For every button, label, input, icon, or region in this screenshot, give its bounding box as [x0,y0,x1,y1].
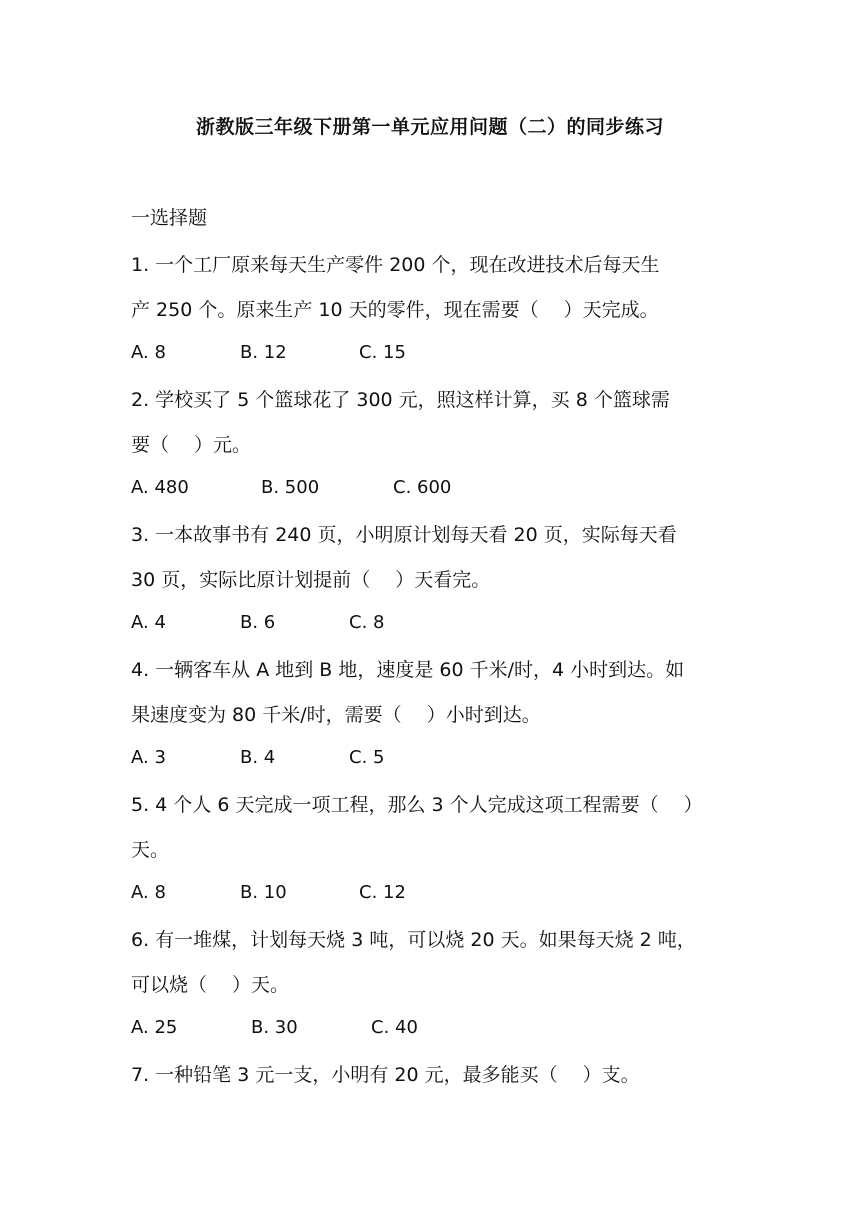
question-3-option-b: B. 6 [240,612,276,633]
question-1-option-c: C. 15 [359,342,406,363]
question-6-line-2: 可以烧（ ）天。 [131,974,290,996]
question-3-option-a: A. 4 [131,612,166,633]
question-3-line-2: 30 页，实际比原计划提前（ ）天看完。 [131,569,491,591]
question-7-line-1: 7. 一种铅笔 3 元一支，小明有 20 元，最多能买（ ）支。 [131,1064,640,1086]
question-2-option-c: C. 600 [393,477,452,498]
question-5-line-1: 5. 4 个人 6 天完成一项工程，那么 3 个人完成这项工程需要（ ） [131,794,703,816]
question-1-option-a: A. 8 [131,342,166,363]
question-4-option-a: A. 3 [131,747,166,768]
question-4-option-c: C. 5 [349,747,385,768]
question-4-line-1: 4. 一辆客车从 A 地到 B 地，速度是 60 千米/时，4 小时到达。如 [131,659,685,681]
question-5-option-c: C. 12 [359,882,406,903]
question-4-line-2: 果速度变为 80 千米/时，需要（ ）小时到达。 [131,704,541,726]
question-4-option-b: B. 4 [240,747,276,768]
question-6-line-1: 6. 有一堆煤，计划每天烧 3 吨，可以烧 20 天。如果每天烧 2 吨， [131,929,696,951]
question-1-option-b: B. 12 [240,342,287,363]
question-5-option-b: B. 10 [240,882,287,903]
question-6-option-a: A. 25 [131,1017,178,1038]
question-2-option-b: B. 500 [261,477,320,498]
question-3-line-1: 3. 一本故事书有 240 页，小明原计划每天看 20 页，实际每天看 [131,524,677,546]
question-1-line-2: 产 250 个。原来生产 10 天的零件，现在需要（ ）天完成。 [131,299,659,321]
question-6-option-c: C. 40 [371,1017,418,1038]
question-5-line-2: 天。 [131,839,170,861]
page-title: 浙教版三年级下册第一单元应用问题（二）的同步练习 [195,116,664,138]
question-2-line-2: 要（ ）元。 [131,434,252,456]
section-heading: 一选择题 [131,207,208,229]
question-6-option-b: B. 30 [251,1017,298,1038]
question-2-line-1: 2. 学校买了 5 个篮球花了 300 元，照这样计算，买 8 个篮球需 [131,389,670,411]
question-5-option-a: A. 8 [131,882,166,903]
question-3-option-c: C. 8 [349,612,385,633]
question-1-line-1: 1. 一个工厂原来每天生产零件 200 个，现在改进技术后每天生 [131,254,660,276]
question-2-option-a: A. 480 [131,477,189,498]
